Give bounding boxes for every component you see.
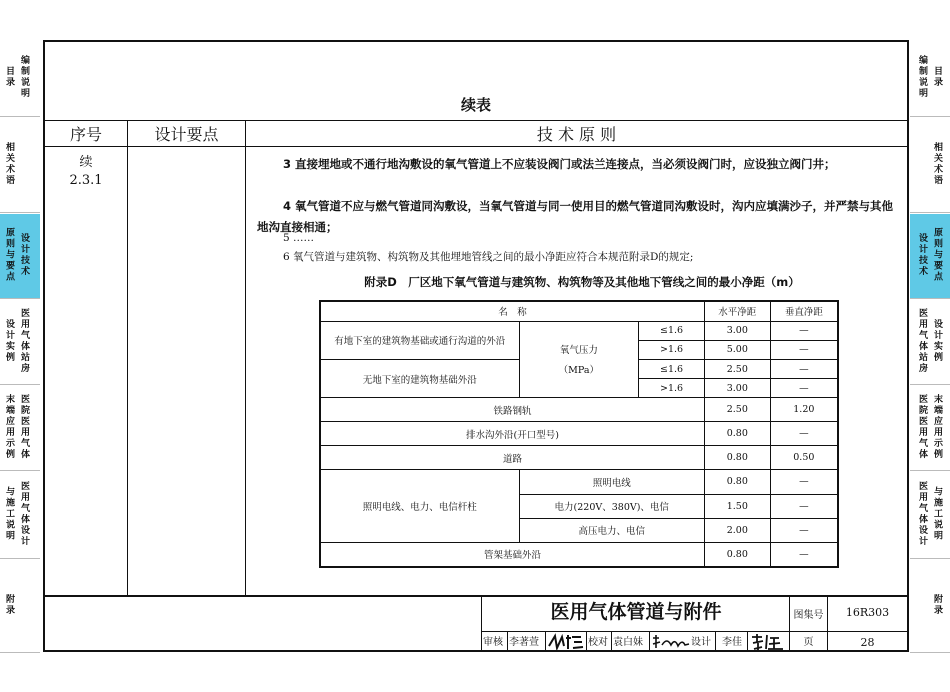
seq-number: 2.3.1 — [69, 173, 103, 188]
review-label: 审核 — [483, 637, 503, 648]
column-header-points: 设计要点 — [154, 125, 219, 144]
seq-continue: 续 — [79, 155, 93, 170]
left-chapter-tab[interactable] — [0, 118, 40, 212]
divider — [586, 632, 587, 652]
value: 3.00 — [704, 321, 770, 340]
divider — [45, 120, 907, 121]
value: 1.50 — [704, 494, 770, 518]
right-chapter-tab[interactable] — [910, 386, 950, 470]
value: 0.80 — [704, 470, 770, 494]
tab-label: 目录 — [5, 67, 15, 88]
header-horizontal: 水平净距 — [704, 301, 770, 321]
value: 2.50 — [704, 359, 770, 378]
row-no-basement: 无地下室的建筑物基础外沿 — [320, 359, 519, 397]
right-chapter-tab[interactable] — [910, 300, 950, 384]
tab-label: 附录 — [5, 595, 15, 616]
tab-label: 医用气体站房 — [918, 309, 928, 374]
checker-signature — [651, 632, 691, 652]
tab-label: 与施工说明 — [5, 487, 15, 542]
left-chapter-tabs — [0, 40, 40, 652]
drawing-title: 医用气体管道与附件 — [550, 602, 722, 623]
designer-name: 李佳 — [722, 637, 742, 648]
value: — — [770, 379, 838, 398]
value: 0.80 — [704, 542, 770, 567]
value: 0.50 — [770, 446, 838, 470]
tab-label: 相关术语 — [933, 143, 943, 186]
tab-separator — [0, 212, 40, 213]
tab-label: 原则与要点 — [933, 228, 943, 283]
row-power: 电力(220V、380V)、电信 — [519, 494, 704, 518]
right-chapter-tab[interactable] — [910, 118, 950, 212]
value: — — [770, 340, 838, 359]
appendix-d-table — [319, 300, 839, 568]
tab-label: 医用气体设计 — [918, 482, 928, 547]
tab-label: 末端应用示例 — [933, 395, 943, 460]
design-label: 设计 — [691, 637, 711, 648]
row-basement: 有地下室的建筑物基础或通行沟道的外沿 — [320, 321, 519, 359]
page-title: 续表 — [460, 97, 491, 114]
value: — — [770, 542, 838, 567]
tab-separator — [910, 470, 950, 471]
tab-label: 与施工说明 — [933, 487, 943, 542]
pressure-label: 氧气压力 — [559, 345, 598, 357]
clause-3: 3 直接埋地或不通行地沟敷设的氧气管道上不应装设阀门或法兰连接点，当必须设阀门时，应设独立阀门井； — [283, 157, 836, 171]
value: 0.80 — [704, 422, 770, 446]
value: — — [770, 494, 838, 518]
right-chapter-tab[interactable] — [910, 40, 950, 116]
clause-4: 4 氧气管道不应与燃气管道同沟敷设，当氧气管道与同一使用目的燃气管道同沟敷设时，沟内应填满沙子，并严禁与其他地沟直接相通； — [257, 199, 893, 234]
value: 5.00 — [704, 340, 770, 359]
clause-5: 5 …… — [283, 232, 315, 244]
reviewer-signature — [547, 632, 585, 652]
divider — [127, 120, 128, 596]
atlas-label: 图集号 — [793, 610, 824, 621]
left-chapter-tab[interactable] — [0, 214, 40, 298]
value: 2.50 — [704, 398, 770, 422]
value: — — [770, 422, 838, 446]
tab-label: 编制说明 — [20, 56, 30, 99]
tab-separator — [910, 298, 950, 299]
checker-name: 袁白妹 — [613, 637, 643, 648]
right-chapter-tab[interactable] — [910, 560, 950, 652]
check-label: 校对 — [588, 637, 608, 648]
row-poles: 照明电线、电力、电信杆柱 — [320, 470, 519, 542]
pressure-gt: >1.6 — [639, 340, 705, 359]
pressure-cell — [519, 321, 639, 398]
value: 0.80 — [704, 446, 770, 470]
divider — [45, 595, 907, 597]
tab-label: 医院医用气体 — [918, 395, 928, 460]
tab-label: 设计技术 — [918, 234, 928, 277]
tab-label: 设计实例 — [5, 320, 15, 363]
tab-separator — [0, 298, 40, 299]
left-chapter-tab[interactable] — [0, 40, 40, 116]
divider — [245, 120, 246, 596]
tab-label: 目录 — [933, 67, 943, 88]
value: 2.00 — [704, 518, 770, 542]
pressure-unit: （MPa） — [558, 365, 600, 377]
row-lighting: 照明电线 — [519, 470, 704, 494]
pressure-gt: >1.6 — [639, 379, 705, 398]
table-caption: 附录D 厂区地下氧气管道与建筑物、构筑物等及其他地下管线之间的最小净距（m） — [364, 275, 800, 289]
left-chapter-tab[interactable] — [0, 472, 40, 558]
tab-separator — [910, 558, 950, 559]
divider — [481, 596, 482, 652]
value: 1.20 — [770, 398, 838, 422]
page-number: 28 — [860, 636, 875, 649]
tab-label: 附录 — [933, 595, 943, 616]
pressure-le: ≤1.6 — [639, 321, 705, 340]
value: — — [770, 518, 838, 542]
drawing-frame — [43, 40, 909, 652]
reviewer-name: 李著萱 — [509, 637, 539, 648]
tab-separator — [0, 116, 40, 117]
tab-separator — [910, 384, 950, 385]
value: — — [770, 470, 838, 494]
tab-separator — [0, 558, 40, 559]
tab-label: 医院医用气体 — [20, 395, 30, 460]
column-header-principle: 技 术 原 则 — [536, 125, 617, 144]
row-drain: 排水沟外沿(开口型号) — [320, 422, 704, 446]
tab-label: 医用气体站房 — [20, 309, 30, 374]
left-chapter-tab[interactable] — [0, 560, 40, 652]
value: 3.00 — [704, 379, 770, 398]
divider — [611, 632, 612, 652]
tab-label: 编制说明 — [918, 56, 928, 99]
page-label: 页 — [803, 637, 814, 648]
header-name: 名 称 — [320, 301, 704, 321]
tab-label: 末端应用示例 — [5, 395, 15, 460]
divider — [545, 632, 546, 652]
divider — [649, 632, 650, 652]
tab-separator — [910, 116, 950, 117]
tab-label: 设计实例 — [933, 320, 943, 363]
tab-label: 医用气体设计 — [20, 482, 30, 547]
row-hv: 高压电力、电信 — [519, 518, 704, 542]
divider — [715, 632, 716, 652]
tab-separator — [910, 652, 950, 653]
divider — [747, 632, 748, 652]
tab-label: 原则与要点 — [5, 228, 15, 283]
divider — [507, 632, 508, 652]
row-seq — [45, 154, 127, 190]
pressure-le: ≤1.6 — [639, 359, 705, 378]
row-rail: 铁路钢轨 — [320, 398, 704, 422]
row-road: 道路 — [320, 446, 704, 470]
designer-signature — [749, 632, 787, 652]
row-rack: 管架基础外沿 — [320, 542, 704, 567]
header-vertical: 垂直净距 — [770, 301, 838, 321]
tab-separator — [0, 384, 40, 385]
column-header-seq: 序号 — [69, 125, 102, 144]
tab-label: 相关术语 — [5, 143, 15, 186]
value: — — [770, 321, 838, 340]
clause-6: 6 氧气管道与建筑物、构筑物及其他埋地管线之间的最小净距应符合本规范附录D的规定; — [283, 251, 694, 263]
value: — — [770, 359, 838, 378]
right-chapter-tab[interactable] — [910, 472, 950, 558]
tab-separator — [910, 212, 950, 213]
left-chapter-tab[interactable] — [0, 300, 40, 384]
right-chapter-tabs — [910, 40, 950, 652]
tab-label: 设计技术 — [20, 234, 30, 277]
atlas-number: 16R303 — [845, 606, 890, 619]
tab-separator — [0, 470, 40, 471]
left-chapter-tab[interactable] — [0, 386, 40, 470]
tab-separator — [0, 652, 40, 653]
